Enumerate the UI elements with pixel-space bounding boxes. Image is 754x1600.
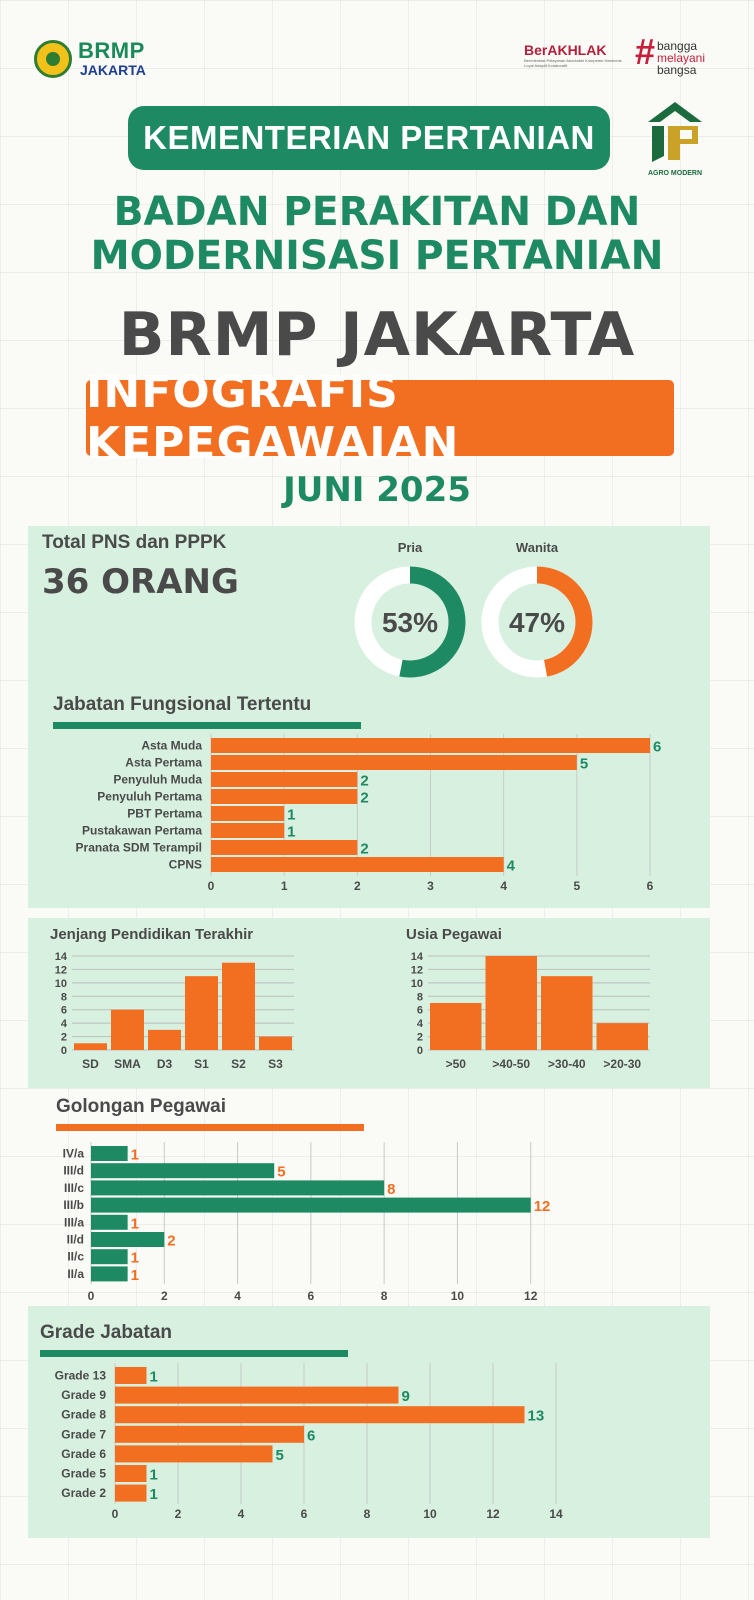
category-label-s3: S3: [268, 1057, 283, 1071]
value-label-grade-9: 9: [401, 1388, 410, 1406]
bangga-melayani-logo: [635, 31, 725, 78]
value-label-grade-6: 5: [275, 1446, 284, 1464]
category-label-50: >50: [445, 1057, 466, 1071]
value-label-pbt-pertama: 1: [287, 806, 296, 824]
donut-label-pria: Pria: [397, 540, 423, 555]
x-tick-12: 12: [524, 1289, 538, 1303]
y-tick-14: 14: [54, 951, 67, 963]
x-tick-8: 8: [363, 1507, 371, 1521]
y-tick-10: 10: [54, 977, 67, 990]
donut-label-wanita: Wanita: [515, 540, 559, 555]
x-tick-14: 14: [549, 1507, 563, 1521]
golongan-title: Golongan Pegawai: [56, 1096, 226, 1117]
brmp-emblem-icon: [34, 40, 72, 78]
total-label: Total PNS dan PPPK: [42, 532, 227, 553]
category-label-asta-muda: Asta Muda: [141, 738, 202, 753]
category-label-grade-8: Grade 8: [61, 1407, 106, 1422]
agro-modern-logo: [644, 100, 706, 180]
berakhlak-logo: [524, 42, 624, 72]
value-label-ii-d: 2: [167, 1232, 176, 1250]
bangga-line-1: bangga: [657, 39, 698, 53]
bar-40-50: [486, 956, 538, 1050]
category-label-penyuluh-pertama: Penyuluh Pertama: [97, 789, 202, 804]
bar-grade-8: [115, 1406, 525, 1423]
bar-pranata-sdm-terampil: [211, 840, 357, 855]
category-label-iv-a: IV/a: [62, 1146, 84, 1161]
x-tick-6: 6: [646, 879, 654, 893]
brmp-logo-subtext: JAKARTA: [80, 62, 146, 78]
category-label-iii-b: III/b: [63, 1198, 84, 1213]
bar-iii-d: [91, 1163, 274, 1178]
berakhlak-title: BerAKHLAK: [524, 42, 607, 58]
value-label-grade-5: 1: [149, 1466, 158, 1484]
value-label-asta-muda: 6: [653, 738, 662, 756]
bar-sd: [74, 1043, 107, 1050]
bar-s1: [185, 976, 218, 1050]
x-tick-0: 0: [111, 1507, 119, 1521]
value-label-cpns: 4: [506, 857, 516, 875]
bar-50: [430, 1003, 482, 1050]
x-tick-2: 2: [160, 1289, 168, 1303]
value-label-grade-2: 1: [149, 1486, 158, 1504]
value-label-iv-a: 1: [130, 1146, 139, 1164]
value-label-penyuluh-muda: 2: [360, 772, 369, 790]
category-label-iii-d: III/d: [63, 1163, 84, 1178]
bar-grade-13: [115, 1367, 147, 1384]
bar-grade-2: [115, 1485, 147, 1502]
value-label-pustakawan-pertama: 1: [287, 823, 296, 841]
category-label-ii-d: II/d: [66, 1232, 84, 1247]
value-label-iii-d: 5: [277, 1163, 286, 1181]
infographic-title: INFOGRAFIS KEPEGAWAIAN: [86, 380, 674, 456]
x-tick-0: 0: [207, 879, 215, 893]
value-label-penyuluh-pertama: 2: [360, 789, 369, 807]
bar-ii-c: [91, 1249, 128, 1264]
agency-title-line-2: MODERNISASI PERTANIAN: [90, 233, 664, 279]
y-tick-8: 8: [60, 991, 67, 1004]
total-value: 36 ORANG: [42, 562, 239, 602]
bar-d3: [148, 1030, 181, 1050]
bar-grade-9: [115, 1387, 399, 1404]
brmp-logo: [34, 38, 174, 80]
grade-title-underline: [40, 1350, 348, 1357]
agency-title-line-1: BADAN PERAKITAN DAN: [113, 189, 641, 235]
category-label-grade-9: Grade 9: [61, 1388, 106, 1403]
bar-30-40: [541, 976, 593, 1050]
category-label-s1: S1: [194, 1057, 209, 1071]
golongan-bar-chart: [28, 1138, 710, 1306]
y-tick-4: 4: [416, 1018, 423, 1031]
x-tick-4: 4: [234, 1289, 241, 1303]
bar-20-30: [597, 1023, 649, 1050]
x-tick-0: 0: [87, 1289, 95, 1303]
category-label-20-30: >20-30: [603, 1057, 642, 1071]
unit-title: BRMP JAKARTA: [118, 300, 636, 370]
category-label-30-40: >30-40: [547, 1057, 586, 1071]
bar-ii-a: [91, 1266, 128, 1281]
donut-value-pria: 53%: [381, 607, 439, 638]
bar-pustakawan-pertama: [211, 823, 284, 838]
y-tick-10: 10: [410, 977, 423, 990]
category-label-asta-pertama: Asta Pertama: [125, 755, 202, 770]
value-label-grade-8: 13: [527, 1407, 545, 1425]
category-label-cpns: CPNS: [168, 857, 202, 872]
value-label-pranata-sdm-terampil: 2: [360, 840, 369, 858]
y-tick-6: 6: [416, 1004, 423, 1017]
x-tick-5: 5: [573, 879, 581, 893]
agro-modern-text: AGRO MODERN: [647, 170, 703, 177]
category-label-pbt-pertama: PBT Pertama: [127, 806, 202, 821]
bar-iv-a: [91, 1146, 128, 1161]
bar-cpns: [211, 857, 504, 872]
category-label-grade-13: Grade 13: [54, 1368, 106, 1383]
bar-penyuluh-muda: [211, 772, 357, 787]
category-label-40-50: >40-50: [492, 1057, 531, 1071]
golongan-title-underline: [56, 1124, 364, 1131]
period-label: JUNI 2025: [283, 470, 471, 510]
x-tick-6: 6: [307, 1289, 315, 1303]
y-tick-8: 8: [416, 991, 423, 1004]
category-label-sd: SD: [82, 1057, 99, 1071]
jft-title-underline: [53, 722, 361, 729]
bar-grade-7: [115, 1426, 304, 1443]
bar-iii-b: [91, 1198, 531, 1213]
bar-pbt-pertama: [211, 806, 284, 821]
category-label-pranata-sdm-terampil: Pranata SDM Terampil: [75, 840, 202, 855]
y-tick-4: 4: [60, 1018, 67, 1031]
value-label-iii-b: 12: [533, 1198, 551, 1216]
value-label-iii-a: 1: [130, 1215, 139, 1233]
grade-title: Grade Jabatan: [40, 1322, 172, 1343]
education-title: Jenjang Pendidikan Terakhir: [50, 926, 254, 943]
grade-bar-chart: [28, 1360, 710, 1530]
bar-ii-d: [91, 1232, 164, 1247]
x-tick-2: 2: [353, 879, 361, 893]
category-label-grade-6: Grade 6: [61, 1446, 106, 1461]
x-tick-1: 1: [280, 879, 288, 893]
category-label-iii-c: III/c: [63, 1180, 84, 1195]
category-label-s2: S2: [231, 1057, 246, 1071]
value-label-ii-c: 1: [130, 1249, 139, 1267]
bar-iii-a: [91, 1215, 128, 1230]
category-label-ii-c: II/c: [67, 1249, 84, 1264]
category-label-pustakawan-pertama: Pustakawan Pertama: [81, 823, 202, 838]
value-label-ii-a: 1: [130, 1266, 139, 1284]
education-bar-chart: [40, 946, 310, 1076]
y-tick-12: 12: [410, 964, 423, 977]
value-label-iii-c: 8: [387, 1180, 396, 1198]
category-label-grade-7: Grade 7: [61, 1427, 106, 1442]
y-tick-14: 14: [410, 951, 423, 963]
category-label-iii-a: III/a: [63, 1215, 84, 1230]
agro-modern-icon: [644, 100, 706, 164]
value-label-grade-7: 6: [307, 1427, 316, 1445]
category-label-grade-2: Grade 2: [61, 1486, 106, 1501]
bar-sma: [111, 1010, 144, 1050]
bar-penyuluh-pertama: [211, 789, 357, 804]
bar-grade-6: [115, 1445, 273, 1462]
y-tick-2: 2: [60, 1031, 67, 1044]
category-label-grade-5: Grade 5: [61, 1466, 106, 1481]
y-tick-2: 2: [416, 1031, 423, 1044]
category-label-d3: D3: [156, 1057, 173, 1071]
ministry-title: KEMENTERIAN PERTANIAN: [128, 106, 610, 170]
x-tick-12: 12: [486, 1507, 500, 1521]
donut-value-wanita: 47%: [508, 607, 566, 638]
jft-title: Jabatan Fungsional Tertentu: [53, 694, 312, 715]
age-bar-chart: [396, 946, 666, 1076]
x-tick-3: 3: [427, 879, 434, 893]
y-tick-6: 6: [60, 1004, 67, 1017]
value-label-grade-13: 1: [149, 1368, 158, 1386]
brmp-logo-text: BRMP: [78, 38, 145, 63]
gender-donut-chart: [350, 560, 600, 684]
bar-asta-muda: [211, 738, 650, 753]
age-title: Usia Pegawai: [406, 926, 502, 943]
bar-grade-5: [115, 1465, 147, 1482]
bar-s2: [222, 963, 255, 1050]
x-tick-6: 6: [300, 1507, 308, 1521]
bangga-line-3: bangsa: [657, 63, 697, 77]
x-tick-10: 10: [423, 1507, 437, 1521]
bar-asta-pertama: [211, 755, 577, 770]
category-label-sma: SMA: [114, 1057, 141, 1071]
y-tick-12: 12: [54, 964, 67, 977]
agency-title: [66, 190, 687, 278]
x-tick-2: 2: [174, 1507, 182, 1521]
category-label-penyuluh-muda: Penyuluh Muda: [113, 772, 202, 787]
berakhlak-subtitle: Berorientasi Pelayanan Akuntabel Kompeten Harmonis Loyal Adaptif Kolaboratif: [524, 58, 622, 68]
y-tick-0: 0: [60, 1045, 67, 1057]
bangga-line-2: melayani: [657, 51, 706, 65]
x-tick-4: 4: [500, 879, 508, 893]
jft-bar-chart: [28, 730, 710, 900]
x-tick-4: 4: [237, 1507, 245, 1521]
y-tick-0: 0: [416, 1045, 423, 1057]
bar-iii-c: [91, 1180, 384, 1195]
value-label-asta-pertama: 5: [579, 755, 589, 773]
x-tick-10: 10: [450, 1289, 465, 1303]
hashtag-icon: #: [635, 31, 656, 72]
bar-s3: [259, 1037, 292, 1050]
category-label-ii-a: II/a: [67, 1266, 84, 1281]
x-tick-8: 8: [380, 1289, 388, 1303]
